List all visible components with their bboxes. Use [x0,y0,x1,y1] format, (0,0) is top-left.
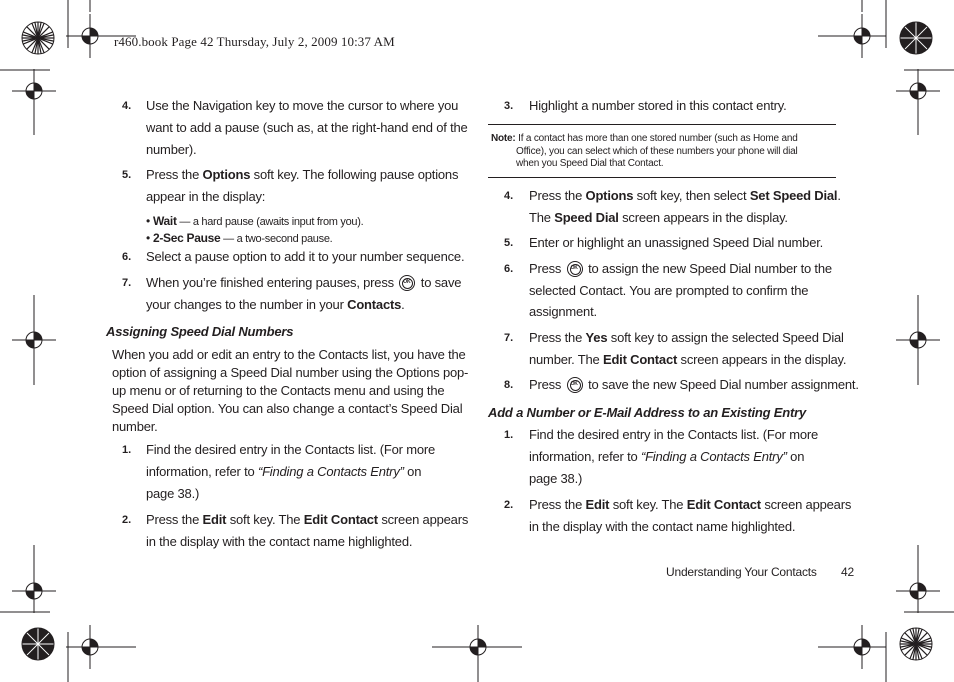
step-text: Highlight a number stored in this contact entry. [529,98,787,113]
step-number: 1. [122,444,132,456]
page-footer [666,565,854,579]
step-text: number). [146,142,197,157]
step-text: Press OK to assign the new Speed Dial number to the [529,261,832,276]
step-text: Enter or highlight an unassigned Speed Dial number. [529,235,824,250]
step-text: in the display with the contact name highlighted. [146,534,413,549]
step-text: your changes to the number in your Contacts. [146,297,405,312]
step-text: When you’re finished entering pauses, press OK to save [146,275,462,290]
step-number: 7. [122,277,132,289]
section-heading: Add a Number or E-Mail Address to an Existing Entry [488,405,806,420]
step-text: Find the desired entry in the Contacts list. (For more [146,442,436,457]
step-text: selected Contact. You are prompted to confirm the [529,283,809,298]
cross-reference-link[interactable]: “Finding a Contacts Entry” [640,449,787,464]
step-text: Press the Edit soft key. The Edit Contact screen appears [529,497,852,512]
step-text: The Speed Dial screen appears in the display. [529,210,788,225]
step-text: assignment. [529,304,597,319]
step-number: 2. [504,499,514,511]
step-text: want to add a pause (such as, at the right-hand end of the [146,120,468,135]
ok-key-icon: OK [567,377,583,393]
step-text: Press the Options soft key. The following pause options [146,167,459,182]
step-text: information, refer to “Finding a Contacts Entry” on [146,464,422,479]
ok-key-icon: OK [399,275,415,291]
step-number: 7. [504,332,514,344]
step-number: 4. [122,100,132,112]
step-number: 6. [504,263,514,275]
note-box: Note: If a contact has more than one stored number (such as Home and Office), you can select which of these numbers your phone will dial when you Speed Dial that Contact. [491,133,798,169]
step-text: Press the Options soft key, then select Set Speed Dial. [529,188,841,203]
note-top-rule [488,124,836,125]
step-number: 6. [122,251,132,263]
step-number: 4. [504,190,514,202]
step-text: appear in the display: [146,189,266,204]
step-text: Press the Edit soft key. The Edit Contact screen appears [146,512,469,527]
page-header: r460.book Page 42 Thursday, July 2, 2009 10:37 AM [114,34,395,49]
step-number: 2. [122,514,132,526]
footer-section-title: Understanding Your Contacts [666,565,817,579]
step-number: 1. [504,429,514,441]
step-number: 5. [122,169,132,181]
step-text: Use the Navigation key to move the cursor to where you [146,98,459,113]
note-bottom-rule [488,177,836,178]
step-text: Press the Yes soft key to assign the selected Speed Dial [529,330,844,345]
step-number: 8. [504,379,514,391]
ok-key-icon: OK [567,261,583,277]
step-text: information, refer to “Finding a Contacts Entry” on [529,449,805,464]
page-number: 42 [841,565,854,579]
bullet-item: • Wait — a hard pause (awaits input from you). [146,214,364,228]
step-text: Find the desired entry in the Contacts list. (For more [529,427,819,442]
step-number: 3. [504,100,514,112]
step-text: page 38.) [146,486,200,501]
step-text: in the display with the contact name highlighted. [529,519,796,534]
step-text: Select a pause option to add it to your number sequence. [146,249,465,264]
step-text: Press OK to save the new Speed Dial number assignment. [529,377,859,392]
note-label: Note: [491,133,516,144]
cross-reference-link[interactable]: “Finding a Contacts Entry” [257,464,404,479]
section-heading: Assigning Speed Dial Numbers [106,324,294,339]
step-text: number. The Edit Contact screen appears in the display. [529,352,847,367]
step-number: 5. [504,237,514,249]
section-paragraph: When you add or edit an entry to the Contacts list, you have the option of assigning a Speed Dial number using the Options pop- up menu or of returning to the Contacts menu and using the Speed Dial option. You can also change a contact’s Speed Dial number. [112,347,469,434]
bullet-item: • 2-Sec Pause — a two-second pause. [146,231,333,245]
step-text: page 38.) [529,471,583,486]
